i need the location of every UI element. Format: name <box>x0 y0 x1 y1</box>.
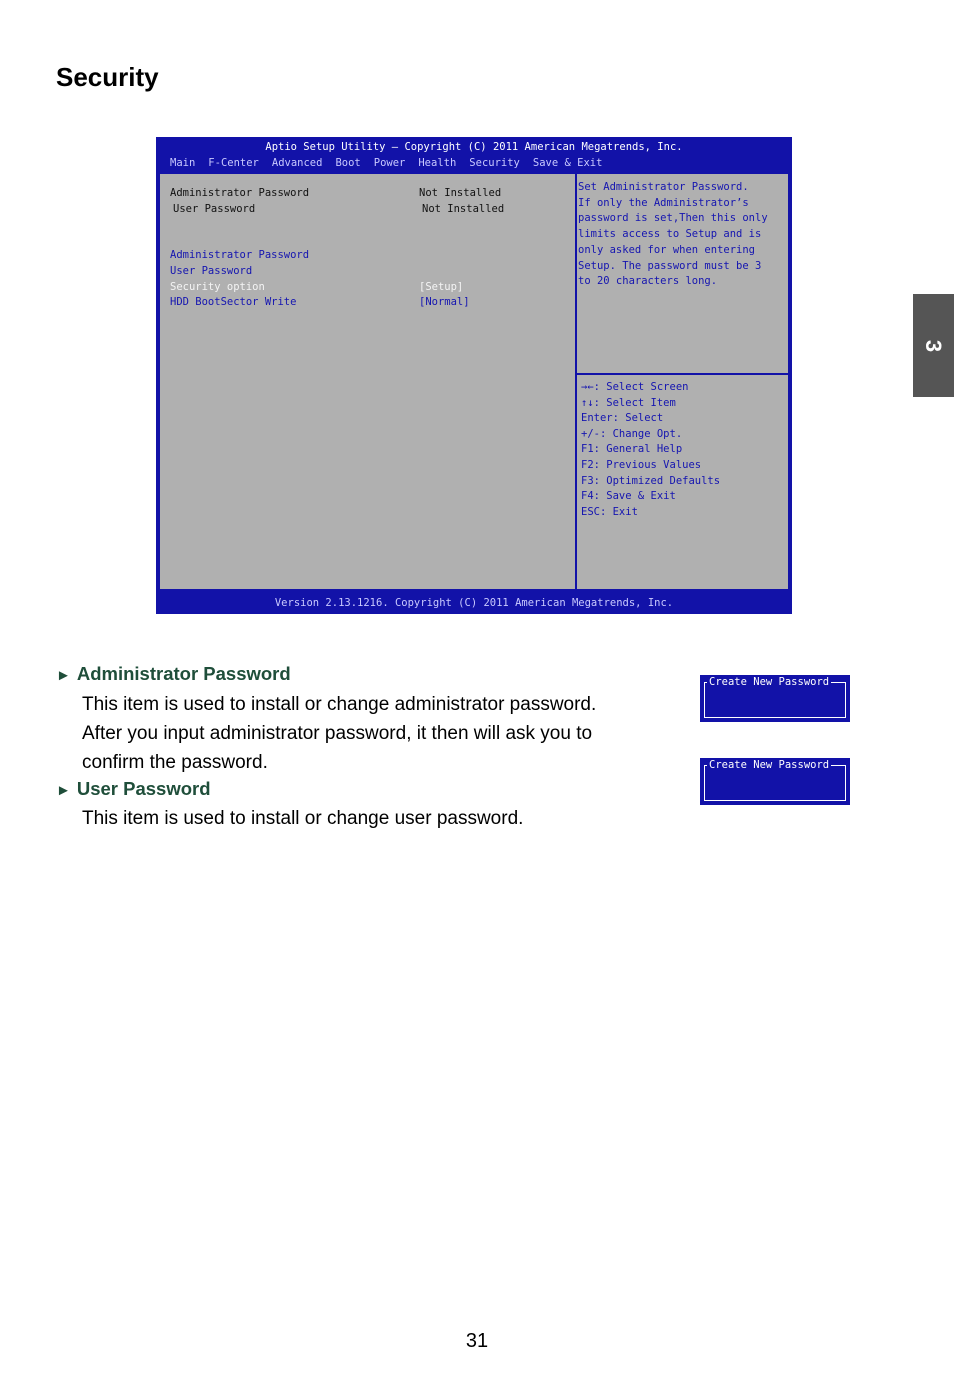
paragraph-line: After you input administrator password, it then will ask you to <box>82 723 593 744</box>
triangle-right-icon: ► <box>56 782 71 799</box>
paragraph-line: This item is used to install or change administrator password. <box>82 694 597 715</box>
bios-screenshot <box>156 137 792 614</box>
bios-item-hdd-bootsector[interactable]: HDD BootSector Write <box>170 296 297 308</box>
bios-menu-boot[interactable]: Boot <box>335 157 361 169</box>
section-heading-user <box>56 778 211 800</box>
bios-menu-security[interactable]: Security <box>469 157 520 169</box>
key-legend-line: +/-: Change Opt. <box>581 427 683 440</box>
create-password-dialog-user <box>700 758 850 805</box>
paragraph-line: This item is used to install or change user password. <box>82 808 524 829</box>
bios-menu-health[interactable]: Health <box>418 157 457 169</box>
bios-key-legend <box>581 380 720 520</box>
status-value-admin: Not Installed <box>419 187 502 199</box>
triangle-right-icon: ► <box>56 667 71 684</box>
key-legend-line: F3: Optimized Defaults <box>581 474 721 487</box>
bios-title: Aptio Setup Utility – Copyright (C) 2011 American Megatrends, Inc. <box>265 141 683 153</box>
bios-menu-main[interactable]: Main <box>170 157 196 169</box>
bios-value-hdd-bootsector[interactable]: [Normal] <box>419 296 470 308</box>
page-number: 31 <box>465 1330 489 1352</box>
bios-menu-advanced[interactable]: Advanced <box>271 157 323 169</box>
dialog-caption: Create New Password <box>709 676 830 688</box>
dialog-caption: Create New Password <box>709 759 830 771</box>
key-legend-line: ↑↓: Select Item <box>581 396 676 409</box>
paragraph-line: confirm the password. <box>82 752 268 773</box>
help-line: password is set,Then this only <box>578 212 768 225</box>
bios-item-security-option[interactable]: Security option <box>170 281 265 293</box>
status-label-user: User Password <box>173 203 256 215</box>
help-line: only asked for when entering <box>578 243 756 256</box>
bios-menu-power[interactable]: Power <box>373 157 406 169</box>
bios-menu-f-center[interactable]: F-Center <box>208 157 259 169</box>
key-legend-line: Enter: Select <box>581 412 664 425</box>
key-legend-line: ESC: Exit <box>581 505 638 518</box>
bios-item-user-password[interactable]: User Password <box>170 265 253 277</box>
help-line: Set Administrator Password. <box>578 181 749 193</box>
bios-help-text <box>578 180 788 290</box>
section-heading-admin <box>56 663 291 685</box>
chapter-number: 3 <box>921 339 947 352</box>
panel-divider-horizontal <box>577 373 788 375</box>
bios-footer: Version 2.13.1216. Copyright (C) 2011 American Megatrends, Inc. <box>274 597 674 609</box>
section-heading-user-text: User Password <box>76 778 211 799</box>
section-body-user <box>82 804 642 833</box>
section-heading-admin-text: Administrator Password <box>76 663 291 684</box>
bios-menu-save-exit[interactable]: Save & Exit <box>532 157 603 169</box>
section-body-admin <box>82 690 642 777</box>
key-legend-line: F4: Save & Exit <box>581 490 676 503</box>
status-label-admin: Administrator Password <box>170 187 310 199</box>
panel-divider-vertical <box>575 174 577 589</box>
key-legend-line: F2: Previous Values <box>581 458 702 471</box>
chapter-tab <box>913 294 954 397</box>
status-value-user: Not Installed <box>422 203 505 215</box>
bios-value-security-option[interactable]: [Setup] <box>419 281 464 293</box>
key-legend-line: →←: Select Screen <box>581 381 689 393</box>
help-line: limits access to Setup and is <box>578 228 762 241</box>
help-line: If only the Administrator’s <box>578 196 749 209</box>
page-title: Security <box>56 62 159 92</box>
bios-menu-bar <box>170 157 615 169</box>
bios-item-admin-password[interactable]: Administrator Password <box>170 249 310 261</box>
help-line: Setup. The password must be 3 <box>578 259 762 272</box>
bios-main-panel <box>158 172 790 591</box>
create-password-dialog-admin <box>700 675 850 722</box>
key-legend-line: F1: General Help <box>581 443 683 456</box>
help-line: to 20 characters long. <box>578 275 718 288</box>
